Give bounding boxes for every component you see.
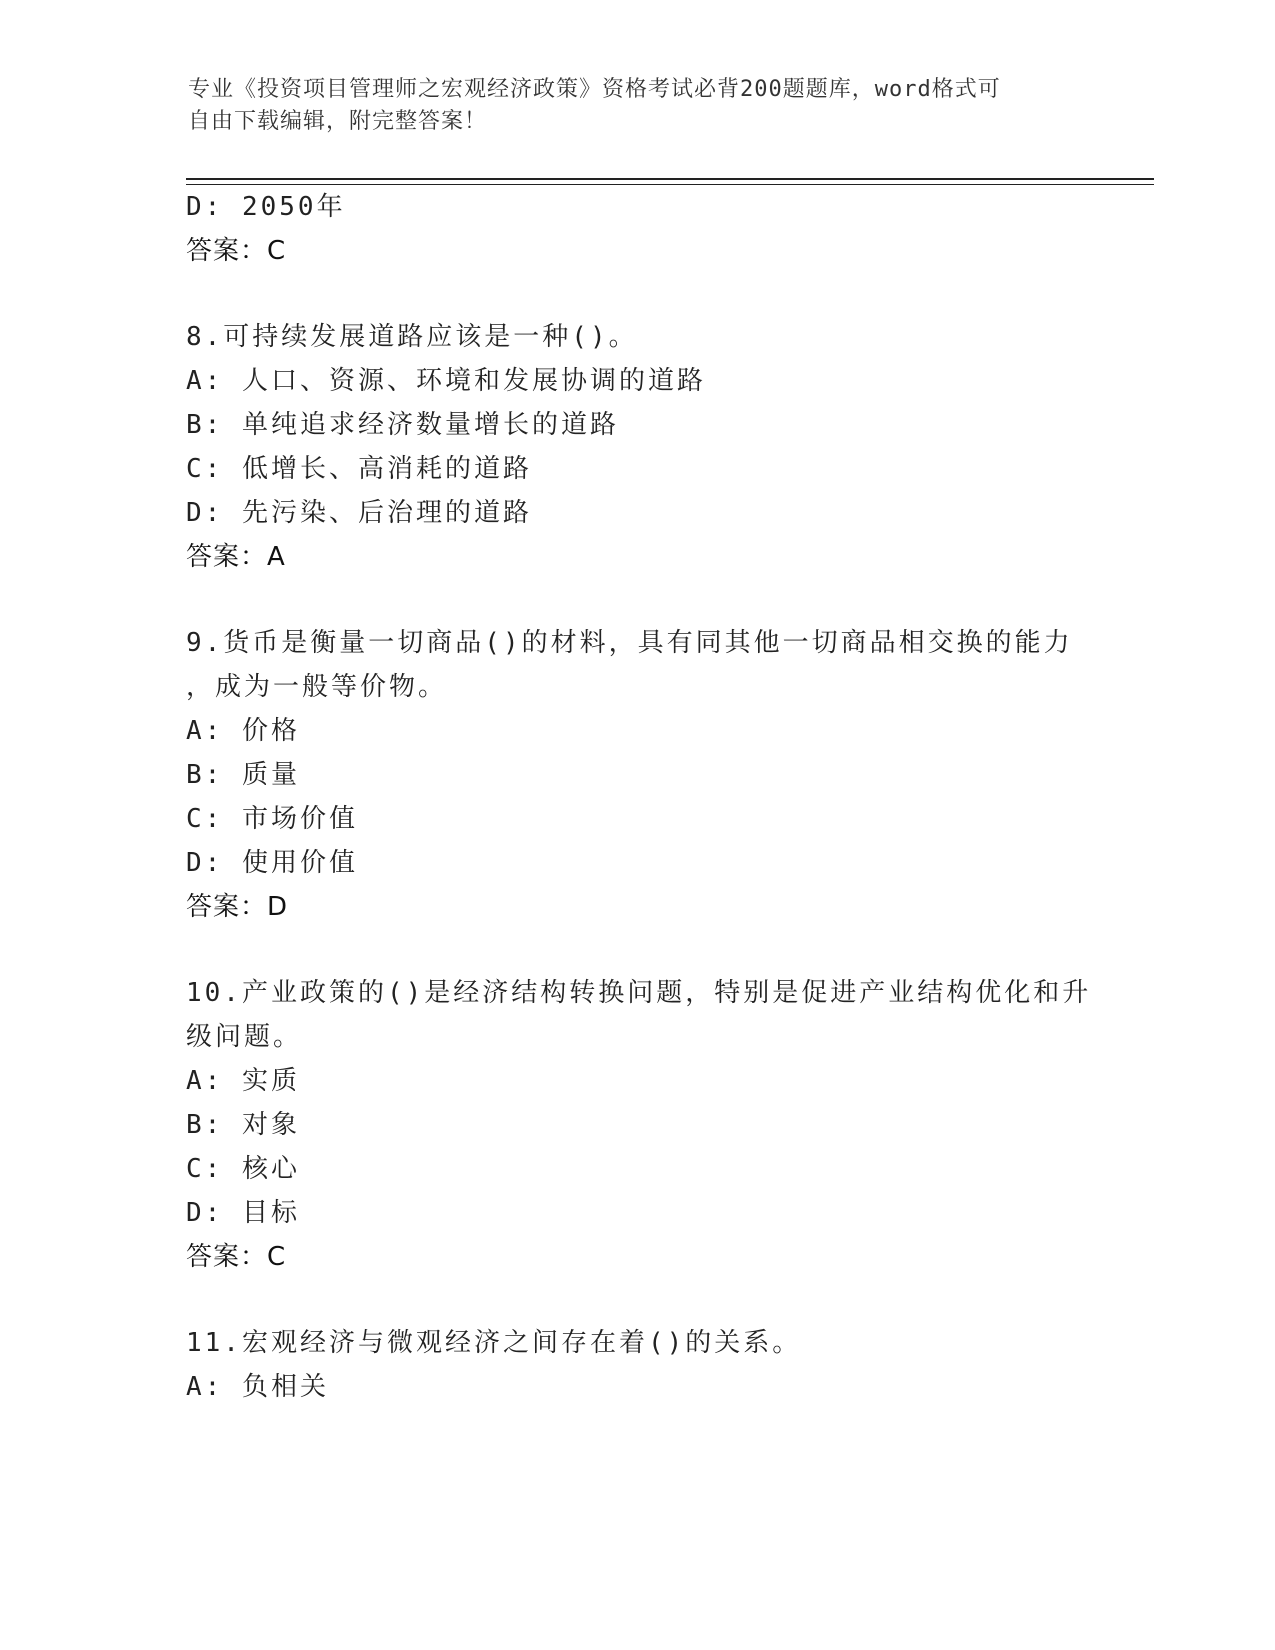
header-line-1: 专业《投资项目管理师之宏观经济政策》资格考试必背200题题库，word格式可 — [188, 77, 1001, 102]
q8-option-b: B: 单纯追求经济数量增长的道路 — [186, 410, 619, 440]
q9-option-c: C: 市场价值 — [186, 804, 358, 834]
q8-option-a: A: 人口、资源、环境和发展协调的道路 — [186, 366, 706, 396]
q10-answer: 答案：C — [186, 1242, 287, 1272]
q10-option-a: A: 实质 — [186, 1066, 300, 1096]
q9-option-b: B: 质量 — [186, 760, 300, 790]
q10-option-b: B: 对象 — [186, 1110, 300, 1140]
q10-option-c: C: 核心 — [186, 1154, 300, 1184]
header-line-2: 自由下载编辑，附完整答案！ — [188, 109, 488, 134]
prev-option-d: D: 2050年 — [186, 192, 346, 222]
q8-option-d: D: 先污染、后治理的道路 — [186, 498, 532, 528]
q9-option-d: D: 使用价值 — [186, 848, 358, 878]
header-divider — [186, 178, 1154, 180]
prev-answer: 答案：C — [186, 236, 287, 266]
q11-option-a: A: 负相关 — [186, 1372, 329, 1402]
q10-stem-line-1: 10.产业政策的()是经济结构转换问题，特别是促进产业结构优化和升 — [186, 978, 1092, 1008]
q8-stem: 8.可持续发展道路应该是一种()。 — [186, 322, 638, 352]
q8-option-c: C: 低增长、高消耗的道路 — [186, 454, 532, 484]
q8-answer: 答案：A — [186, 542, 286, 572]
q11-stem: 11.宏观经济与微观经济之间存在着()的关系。 — [186, 1328, 802, 1358]
q9-stem-line-1: 9.货币是衡量一切商品()的材料，具有同其他一切商品相交换的能力 — [186, 628, 1073, 658]
q9-option-a: A: 价格 — [186, 716, 300, 746]
q9-answer: 答案：D — [186, 892, 289, 922]
document-header — [188, 74, 1088, 138]
header-divider-thin — [186, 184, 1154, 185]
q10-stem-line-2: 级问题。 — [186, 1022, 303, 1052]
q9-stem-line-2: ，成为一般等价物。 — [186, 672, 448, 702]
q10-option-d: D: 目标 — [186, 1198, 300, 1228]
